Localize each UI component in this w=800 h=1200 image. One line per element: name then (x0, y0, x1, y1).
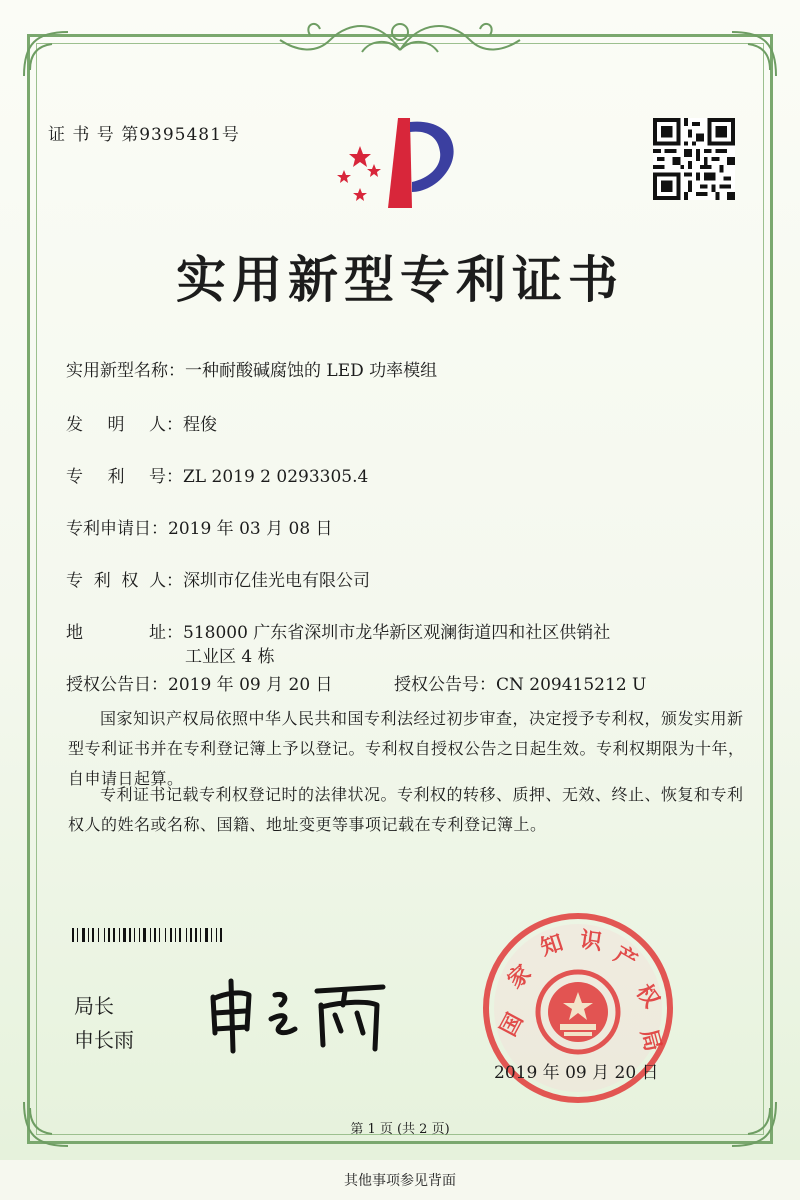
director-title: 局长 (74, 994, 114, 1018)
svg-text:权: 权 (630, 980, 664, 1013)
field-inventor: 发 明 人：程俊 (66, 410, 217, 435)
field-label: 授权公告号： (394, 675, 496, 695)
barcode (72, 928, 294, 942)
certificate-number: 证 书 号 第9395481号 (48, 125, 240, 145)
svg-text:产: 产 (609, 942, 642, 975)
field-value: 2019 年 03 月 08 日 (168, 519, 333, 539)
patent-office-logo (330, 108, 470, 218)
director-signature (205, 975, 395, 1055)
legal-paragraph-2: 专利证书记载专利权登记时的法律状况。专利权的转移、质押、无效、终止、恢复和专利权人的姓名或名称、国籍、地址变更等事项记载在专利登记簿上。 (68, 785, 744, 834)
field-label: 专利申请日： (66, 519, 168, 539)
field-grant-pub-number (394, 670, 646, 695)
certificate-title: 实用新型专利证书 (176, 250, 624, 309)
field-patent-number: 专 利 号：ZL 2019 2 0293305.4 (66, 462, 368, 487)
svg-text:家: 家 (503, 960, 537, 994)
director-name: 申长雨 (74, 1028, 134, 1052)
field-label: 发 明 人 (66, 415, 166, 435)
svg-text:知: 知 (537, 930, 567, 962)
national-emblem-icon (538, 972, 618, 1052)
svg-text:识: 识 (578, 927, 604, 956)
qr-code (653, 118, 735, 200)
field-label: 专 利 权 人 (66, 571, 167, 591)
field-value: 程俊 (183, 415, 217, 435)
field-filing-date (66, 514, 333, 539)
field-patentee: 专 利 权 人：深圳市亿佳光电有限公司 (66, 566, 370, 591)
field-address-line2: 工业区 4 栋 (185, 647, 275, 667)
page-number: 第 1 页 (共 2 页) (350, 1122, 450, 1137)
field-label: 专 利 号 (66, 467, 166, 487)
corner-ornament-tr (724, 24, 784, 84)
svg-text:国: 国 (496, 1009, 529, 1041)
field-value: 深圳市亿佳光电有限公司 (183, 571, 370, 591)
corner-ornament-tl (16, 24, 76, 84)
top-ornament (270, 10, 530, 70)
field-label: 授权公告日： (66, 675, 168, 695)
field-utility-model-name (66, 356, 437, 381)
field-value: 2019 年 09 月 20 日 (168, 675, 333, 695)
field-value: 518000 广东省深圳市龙华新区观澜街道四和社区供销社 (183, 623, 611, 643)
field-address: 地 址：518000 广东省深圳市龙华新区观澜街道四和社区供销社 (66, 618, 610, 643)
field-value: CN 209415212 U (496, 675, 647, 695)
field-label: 实用新型名称： (66, 361, 185, 381)
field-value: ZL 2019 2 0293305.4 (183, 467, 369, 487)
back-note: 其他事项参见背面 (344, 1173, 456, 1189)
seal-date: 2019 年 09 月 20 日 (494, 1063, 659, 1083)
field-grant-pub-date (66, 670, 333, 695)
svg-text:局: 局 (635, 1026, 666, 1055)
star-icon (337, 146, 381, 201)
legal-paragraph-1: 国家知识产权局依照中华人民共和国专利法经过初步审查，决定授予专利权，颁发实用新型专利证书并在专利登记簿上予以登记。专利权自授权公告之日起生效。专利权期限为十年，自申请日起算。 (68, 709, 745, 788)
field-value: 一种耐酸碱腐蚀的 LED 功率模组 (185, 361, 438, 381)
field-label: 地 址 (66, 623, 166, 643)
